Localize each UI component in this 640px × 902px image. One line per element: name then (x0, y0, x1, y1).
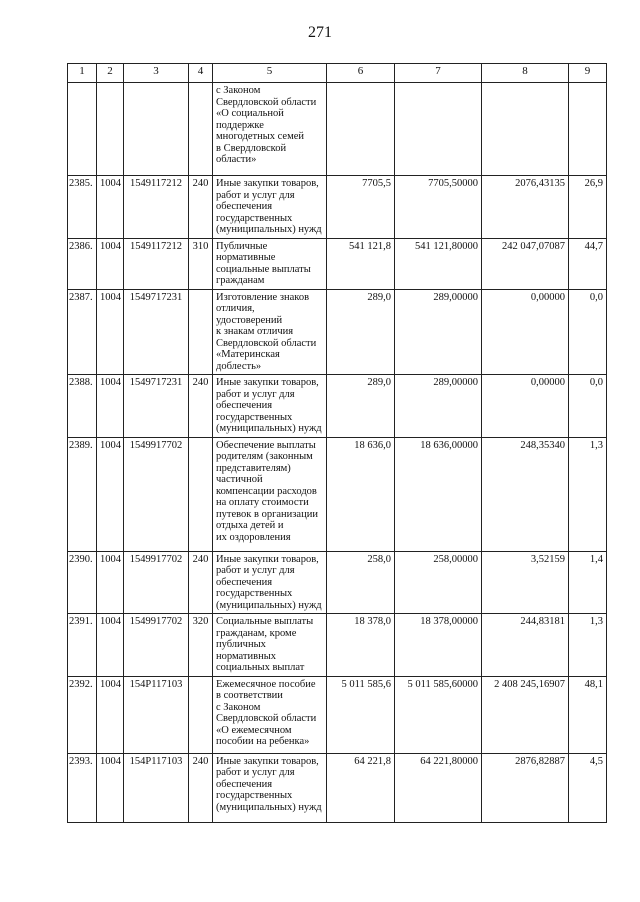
target-code: 154Р117103 (124, 753, 189, 822)
expense-type: 240 (189, 375, 213, 438)
item-name-line: Обеспечение выплаты (216, 439, 316, 451)
target-code: 1549117212 (124, 238, 189, 289)
section-code: 1004 (97, 437, 124, 551)
item-name-line: с Законом (216, 701, 261, 713)
section-code: 1004 (97, 176, 124, 239)
item-name-line: представителям) (216, 462, 291, 474)
item-name-line: гражданам, кроме (216, 627, 297, 639)
refined-amount: 258,00000 (395, 551, 482, 614)
column-header: 7 (395, 64, 482, 83)
item-name-line: поддержке (216, 119, 264, 131)
header-row (68, 64, 607, 83)
item-name-line: социальные выплаты (216, 263, 311, 275)
item-name-line: Свердловской области (216, 96, 317, 108)
refined-amount: 18 378,00000 (395, 614, 482, 677)
item-name-line: работ и услуг для (216, 565, 295, 576)
execution-percent: 26,9 (569, 176, 607, 239)
item-name-line: Ежемесячное пособие (216, 678, 316, 690)
item-name-line: государственных (216, 411, 293, 423)
execution-percent: 48,1 (569, 676, 607, 753)
section-code: 1004 (97, 614, 124, 677)
executed-amount: 3,52159 (482, 551, 569, 614)
item-name-line: на оплату стоимости (216, 497, 309, 508)
execution-percent: 1,4 (569, 551, 607, 614)
item-name (213, 676, 327, 753)
section-code (97, 83, 124, 176)
item-name-line: обеспечения (216, 576, 273, 588)
executed-amount: 244,83181 (482, 614, 569, 677)
item-name-line: доблесть» (216, 360, 262, 372)
refined-amount: 541 121,80000 (395, 238, 482, 289)
execution-percent: 0,0 (569, 375, 607, 438)
target-code: 154Р117103 (124, 676, 189, 753)
column-header: 5 (213, 64, 327, 83)
planned-amount: 5 011 585,6 (327, 676, 395, 753)
page-number: 271 (308, 24, 332, 41)
item-name (213, 614, 327, 677)
execution-percent: 0,0 (569, 289, 607, 375)
expense-type: 240 (189, 551, 213, 614)
row-number: 2388. (68, 375, 97, 438)
section-code: 1004 (97, 551, 124, 614)
table-row (68, 176, 607, 239)
table-row (68, 614, 607, 677)
item-name (213, 83, 327, 176)
refined-amount: 7705,50000 (395, 176, 482, 239)
item-name-line: (муниципальных) нужд (216, 801, 322, 813)
planned-amount: 18 378,0 (327, 614, 395, 677)
refined-amount: 289,00000 (395, 375, 482, 438)
execution-percent: 4,5 (569, 753, 607, 822)
item-name-line: Иные закупки товаров, (216, 755, 319, 767)
item-name-line: их оздоровления (216, 531, 291, 543)
column-header: 3 (124, 64, 189, 83)
item-name-line: в Свердловской (216, 142, 287, 154)
section-code: 1004 (97, 753, 124, 822)
item-name-line: нормативных (216, 650, 277, 662)
item-name-line: гражданам (216, 275, 265, 286)
table-row (68, 375, 607, 438)
item-name-line: (муниципальных) нужд (216, 423, 322, 434)
table-row (68, 238, 607, 289)
target-code: 1549917702 (124, 614, 189, 677)
target-code: 1549117212 (124, 176, 189, 239)
executed-amount: 0,00000 (482, 375, 569, 438)
item-name-line: отличия, (216, 303, 255, 314)
row-number: 2387. (68, 289, 97, 375)
item-name-line: государственных (216, 790, 293, 801)
item-name-line: родителям (законным (216, 451, 313, 462)
item-name-line: частичной (216, 474, 263, 485)
item-name (213, 375, 327, 438)
item-name-line: работ и услуг для (216, 767, 295, 778)
executed-amount: 2 408 245,16907 (482, 676, 569, 753)
item-name-line: обеспечения (216, 400, 273, 411)
item-name-line: работ и услуг для (216, 388, 295, 400)
item-name-line: области» (216, 154, 257, 165)
item-name-line: многодетных семей (216, 131, 305, 142)
expense-type (189, 676, 213, 753)
item-name-line: Иные закупки товаров, (216, 377, 319, 388)
item-name-line: (муниципальных) нужд (216, 224, 322, 235)
refined-amount: 18 636,00000 (395, 437, 482, 551)
item-name-line: пособии на ребенка» (216, 736, 310, 747)
executed-amount (482, 83, 569, 176)
item-name-line: государственных (216, 212, 293, 224)
table-row (68, 551, 607, 614)
column-header: 6 (327, 64, 395, 83)
section-code: 1004 (97, 289, 124, 375)
item-name-line: «О социальной (216, 108, 284, 119)
item-name-line: «О ежемесячном (216, 724, 292, 736)
item-name-line: удостоверений (216, 314, 283, 326)
table-body (68, 83, 607, 823)
table-row (68, 437, 607, 551)
row-number: 2385. (68, 176, 97, 239)
refined-amount: 289,00000 (395, 289, 482, 375)
section-code: 1004 (97, 375, 124, 438)
column-header: 2 (97, 64, 124, 83)
row-number: 2390. (68, 551, 97, 614)
execution-percent: 1,3 (569, 614, 607, 677)
refined-amount (395, 83, 482, 176)
column-header: 4 (189, 64, 213, 83)
item-name-line: «Материнская (216, 349, 280, 360)
planned-amount: 289,0 (327, 375, 395, 438)
expense-type (189, 437, 213, 551)
target-code: 1549717231 (124, 289, 189, 375)
item-name-line: Публичные (216, 240, 268, 252)
item-name-line: Социальные выплаты (216, 616, 314, 627)
target-code: 1549717231 (124, 375, 189, 438)
planned-amount (327, 83, 395, 176)
target-code: 1549917702 (124, 437, 189, 551)
item-name-line: Иные закупки товаров, (216, 553, 319, 565)
execution-percent: 1,3 (569, 437, 607, 551)
row-number: 2389. (68, 437, 97, 551)
item-name-line: публичных (216, 639, 266, 650)
expense-type: 240 (189, 753, 213, 822)
item-name (213, 238, 327, 289)
expense-type (189, 289, 213, 375)
row-number: 2393. (68, 753, 97, 822)
planned-amount: 541 121,8 (327, 238, 395, 289)
item-name-line: путевок в организации (216, 508, 318, 520)
item-name-line: работ и услуг для (216, 189, 295, 201)
planned-amount: 64 221,8 (327, 753, 395, 822)
table-row (68, 289, 607, 375)
table-row (68, 753, 607, 822)
row-number: 2392. (68, 676, 97, 753)
item-name-line: обеспечения (216, 201, 273, 212)
execution-percent (569, 83, 607, 176)
item-name-line: с Законом (216, 85, 261, 96)
item-name-line: Иные закупки товаров, (216, 178, 319, 189)
table-row (68, 83, 607, 176)
item-name-line: отдыха детей и (216, 520, 284, 531)
item-name-line: Свердловской области (216, 713, 317, 724)
row-number: 2391. (68, 614, 97, 677)
executed-amount: 0,00000 (482, 289, 569, 375)
item-name-line: в соответствии (216, 690, 283, 701)
item-name-line: компенсации расходов (216, 485, 317, 497)
row-number (68, 83, 97, 176)
item-name-line: (муниципальных) нужд (216, 599, 322, 611)
expense-type: 240 (189, 176, 213, 239)
item-name-line: Свердловской области (216, 337, 317, 349)
table-row (68, 676, 607, 753)
planned-amount: 258,0 (327, 551, 395, 614)
item-name-line: к знакам отличия (216, 326, 294, 337)
planned-amount: 289,0 (327, 289, 395, 375)
item-name (213, 753, 327, 822)
planned-amount: 18 636,0 (327, 437, 395, 551)
column-header: 8 (482, 64, 569, 83)
target-code (124, 83, 189, 176)
column-header: 1 (68, 64, 97, 83)
item-name (213, 289, 327, 375)
row-number: 2386. (68, 238, 97, 289)
executed-amount: 242 047,07087 (482, 238, 569, 289)
expense-type: 320 (189, 614, 213, 677)
expense-type: 310 (189, 238, 213, 289)
planned-amount: 7705,5 (327, 176, 395, 239)
item-name (213, 437, 327, 551)
item-name-line: Изготовление знаков (216, 291, 310, 303)
expense-type (189, 83, 213, 176)
executed-amount: 2076,43135 (482, 176, 569, 239)
item-name-line: социальных выплат (216, 662, 305, 673)
section-code: 1004 (97, 238, 124, 289)
item-name-line: государственных (216, 588, 293, 599)
item-name-line: обеспечения (216, 778, 273, 790)
section-code: 1004 (97, 676, 124, 753)
budget-table (67, 63, 607, 823)
column-header: 9 (569, 64, 607, 83)
item-name (213, 176, 327, 239)
executed-amount: 2876,82887 (482, 753, 569, 822)
item-name (213, 551, 327, 614)
executed-amount: 248,35340 (482, 437, 569, 551)
refined-amount: 64 221,80000 (395, 753, 482, 822)
target-code: 1549917702 (124, 551, 189, 614)
execution-percent: 44,7 (569, 238, 607, 289)
item-name-line: нормативные (216, 252, 276, 263)
refined-amount: 5 011 585,60000 (395, 676, 482, 753)
